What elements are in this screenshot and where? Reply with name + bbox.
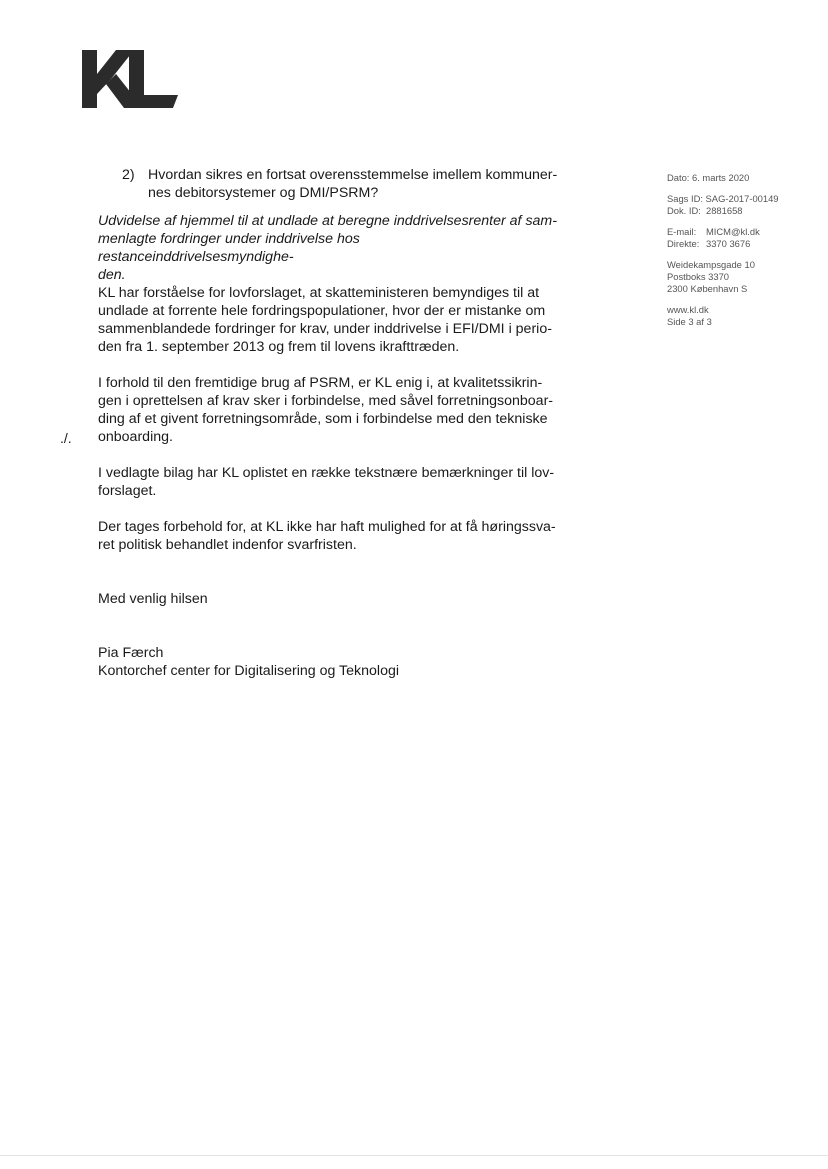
heading-line: den. [98,267,126,283]
letter-sidebar [667,172,817,328]
text-line: forslaget. [98,483,157,499]
email-label: E-mail: [667,226,697,237]
section-heading [98,212,558,284]
address-line: Weidekampsgade 10 [667,259,755,270]
kl-logo-mark [82,50,182,108]
question-number: 2) [122,167,135,183]
text-line: I forhold til den fremtidige brug af PSRM, er KL enig i, at kvalitetssikrin- [98,375,543,391]
text-line: undlade at forrente hele fordringspopulationer, hvor der er mistanke om [98,303,546,319]
email [667,226,817,238]
paragraph-4 [98,518,558,554]
question-line: nes debitorsystemer og DMI/PSRM? [148,185,379,201]
email-value: MICM@kl.dk [706,226,760,237]
phone-value: 3370 3676 [706,238,751,249]
direct-phone [667,238,817,250]
text-line: onboarding. [98,429,173,445]
website: www.kl.dk [667,304,709,315]
document-id [667,205,817,217]
doc-id-label: Dok. ID: [667,205,701,216]
closing: Med venlig hilsen [98,591,208,607]
kl-logo [82,50,182,113]
text-line: ding af et givent forretningsområde, som i forbindelse med den tekniske [98,411,548,427]
page-number: Side 3 af 3 [667,316,712,327]
question-line: Hvordan sikres en fortsat overensstemmelse imellem kommuner- [148,167,558,183]
paragraph-3 [98,464,558,500]
address-line: Postboks 3370 [667,271,730,282]
text-line: I vedlagte bilag har KL oplistet en række tekstnære bemærkninger til lov- [98,465,555,481]
address-line: 2300 København S [667,283,748,294]
text-line: KL har forståelse for lovforslaget, at skatteministeren bemyndiges til at [98,285,540,301]
enclosure-marker: ./. [60,430,72,446]
letter-body [98,166,558,680]
date: Dato: 6. marts 2020 [667,172,750,183]
doc-id-value: 2881658 [706,205,743,216]
question-item [98,166,558,202]
case-id: Sags ID: SAG-2017-00149 [667,193,779,204]
paragraph-1 [98,284,558,356]
text-line: Der tages forbehold for, at KL ikke har haft mulighed for at få høringssva- [98,519,556,535]
heading-line: Udvidelse af hjemmel til at undlade at beregne inddrivelsesrenter af sam- [98,213,557,229]
signature-name: Pia Færch [98,645,164,661]
text-line: den fra 1. september 2013 og frem til lovens ikrafttræden. [98,339,460,355]
text-line: gen i oprettelsen af krav sker i forbindelse, med såvel forretningsonboar- [98,393,554,409]
signature-title: Kontorchef center for Digitalisering og Teknologi [98,663,399,679]
heading-line: menlagte fordringer under inddrivelse hos restanceinddrivelsesmyndighe- [98,231,360,265]
scan-edge [0,1155,828,1156]
text-line: ret politisk behandlet indenfor svarfristen. [98,537,357,553]
text-line: sammenblandede fordringer for krav, under inddrivelse i EFI/DMI i perio- [98,321,552,337]
paragraph-2 [98,374,558,446]
phone-label: Direkte: [667,238,700,249]
